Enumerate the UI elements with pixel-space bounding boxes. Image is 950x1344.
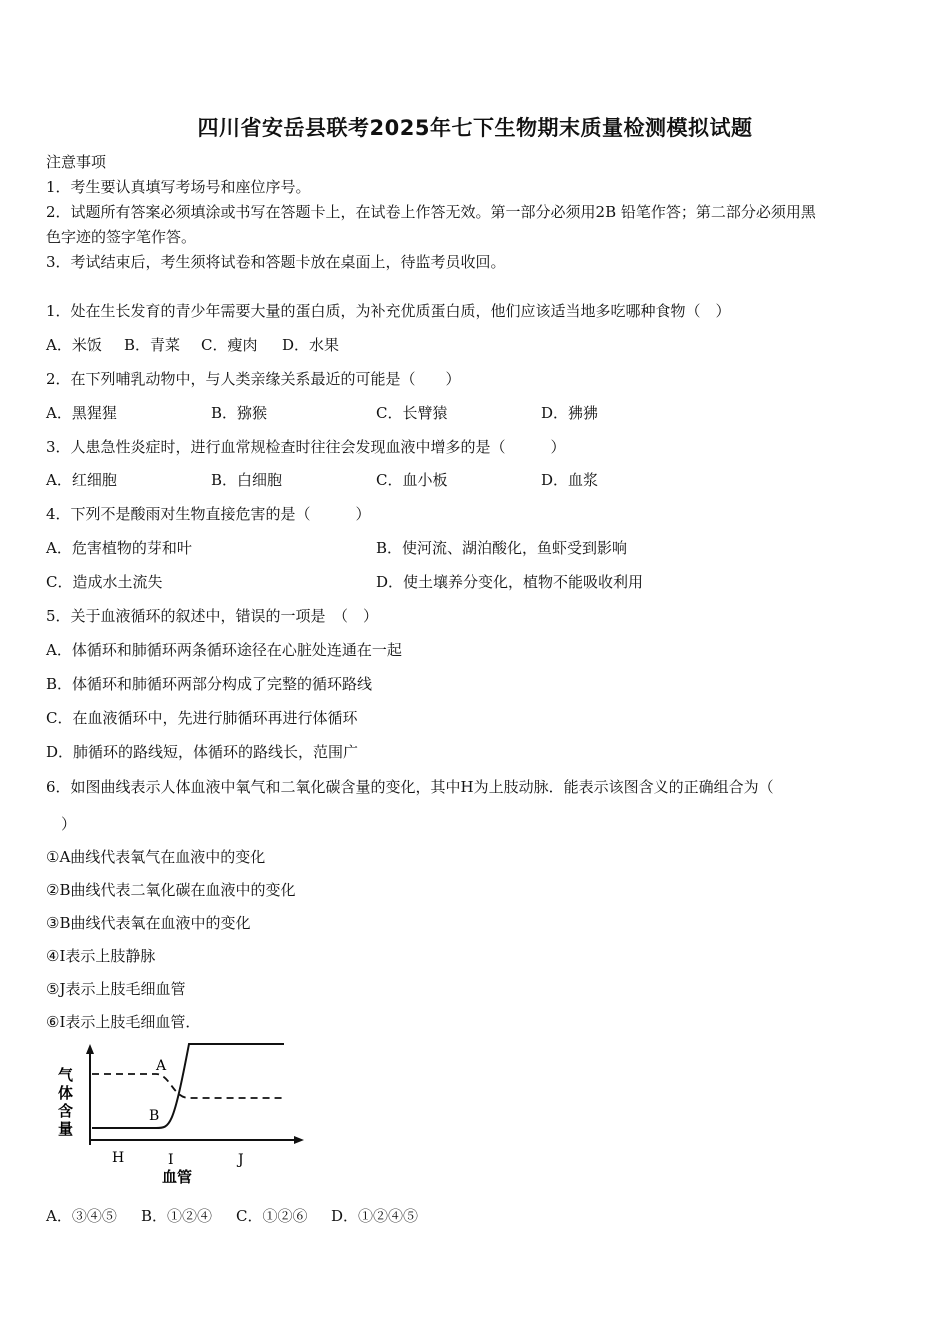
q6-statement: ⑤J表示上肢毛细血管 — [46, 980, 186, 998]
q3-option-a: A．红细胞 — [46, 471, 117, 489]
series-a-label: A — [156, 1058, 167, 1074]
question-3-stem: 3．人患急性炎症时，进行血常规检查时往往会发现血液中增多的是（ ） — [46, 438, 566, 456]
q6-statement: ⑥I表示上肢毛细血管． — [46, 1013, 201, 1031]
q6-option-a: A．③④⑤ — [46, 1207, 117, 1225]
q2-option-d: D．狒狒 — [541, 404, 599, 422]
q6-statement: ②B曲线代表二氧化碳在血液中的变化 — [46, 881, 296, 899]
gas-content-chart — [44, 1040, 314, 1190]
series-b-label: B — [149, 1108, 160, 1124]
q5-option-d: D．肺循环的路线短，体循环的路线长，范围广 — [46, 743, 359, 761]
q3-option-d: D．血浆 — [541, 471, 599, 489]
q2-option-b: B．猕猴 — [211, 404, 268, 422]
x-axis-arrow — [294, 1136, 304, 1144]
q5-option-b: B．体循环和肺循环两部分构成了完整的循环路线 — [46, 675, 373, 693]
x-tick-label: I — [168, 1152, 174, 1168]
q6-statement: ③B曲线代表氧在血液中的变化 — [46, 914, 251, 932]
notice-heading: 注意事项 — [46, 153, 107, 171]
question-2-stem: 2．在下列哺乳动物中，与人类亲缘关系最近的可能是（ ） — [46, 370, 461, 388]
notice-item: 色字迹的签字笔作答。 — [46, 228, 197, 246]
question-6-stem-end: ） — [46, 815, 77, 833]
q2-option-c: C．长臂猿 — [376, 404, 448, 422]
q3-option-c: C．血小板 — [376, 471, 448, 489]
q4-option-d: D．使土壤养分变化，植物不能吸收利用 — [376, 573, 644, 591]
page-title: 四川省安岳县联考2025年七下生物期末质量检测模拟试题 — [197, 116, 753, 140]
q1-option-c: C．瘦肉 — [201, 336, 258, 354]
question-4-stem: 4．下列不是酸雨对生物直接危害的是（ ） — [46, 505, 371, 523]
x-axis-label: 血管 — [162, 1168, 193, 1186]
question-5-stem: 5．关于血液循环的叙述中，错误的一项是 （ ） — [46, 607, 379, 625]
question-1-stem: 1．处在生长发育的青少年需要大量的蛋白质，为补充优质蛋白质，他们应该适当地多吃哪种食物（ ） — [46, 302, 731, 320]
q4-option-a: A．危害植物的芽和叶 — [46, 539, 192, 557]
q3-option-b: B．白细胞 — [211, 471, 283, 489]
y-axis-label-char: 体 — [58, 1084, 74, 1102]
y-axis-label-char: 气 — [58, 1066, 74, 1084]
question-6-stem: 6．如图曲线表示人体血液中氧气和二氧化碳含量的变化，其中H为上肢动脉．能表示该图含义的正确组合为（ — [46, 778, 774, 796]
q6-statement: ④I表示上肢静脉 — [46, 947, 156, 965]
q1-option-b: B．青菜 — [124, 336, 181, 354]
q1-option-a: A．米饭 — [46, 336, 102, 354]
q1-option-d: D．水果 — [282, 336, 340, 354]
y-axis-arrow — [86, 1044, 94, 1054]
q5-option-c: C．在血液循环中，先进行肺循环再进行体循环 — [46, 709, 358, 727]
y-axis-label-char: 量 — [58, 1120, 74, 1138]
q6-option-b: B．①②④ — [141, 1207, 213, 1225]
x-tick-label: H — [112, 1150, 125, 1166]
q6-option-c: C．①②⑥ — [236, 1207, 308, 1225]
series-b-line — [92, 1044, 284, 1128]
q2-option-a: A．黑猩猩 — [46, 404, 117, 422]
notice-item: 3．考试结束后，考生须将试卷和答题卡放在桌面上，待监考员收回。 — [46, 253, 506, 271]
q6-statement: ①A曲线代表氧气在血液中的变化 — [46, 848, 266, 866]
notice-item: 1．考生要认真填写考场号和座位序号。 — [46, 178, 311, 196]
q4-option-c: C．造成水土流失 — [46, 573, 163, 591]
series-a-line — [92, 1074, 284, 1098]
notice-item: 2．试题所有答案必须填涂或书写在答题卡上，在试卷上作答无效。第一部分必须用2B 铅笔作答；第二部分必须用黑 — [46, 203, 816, 221]
y-axis-label-char: 含 — [58, 1102, 74, 1120]
q5-option-a: A．体循环和肺循环两条循环途径在心脏处连通在一起 — [46, 641, 402, 659]
q4-option-b: B．使河流、湖泊酸化，鱼虾受到影响 — [376, 539, 628, 557]
q6-option-d: D．①②④⑤ — [331, 1207, 419, 1225]
x-tick-label: J — [238, 1152, 244, 1168]
